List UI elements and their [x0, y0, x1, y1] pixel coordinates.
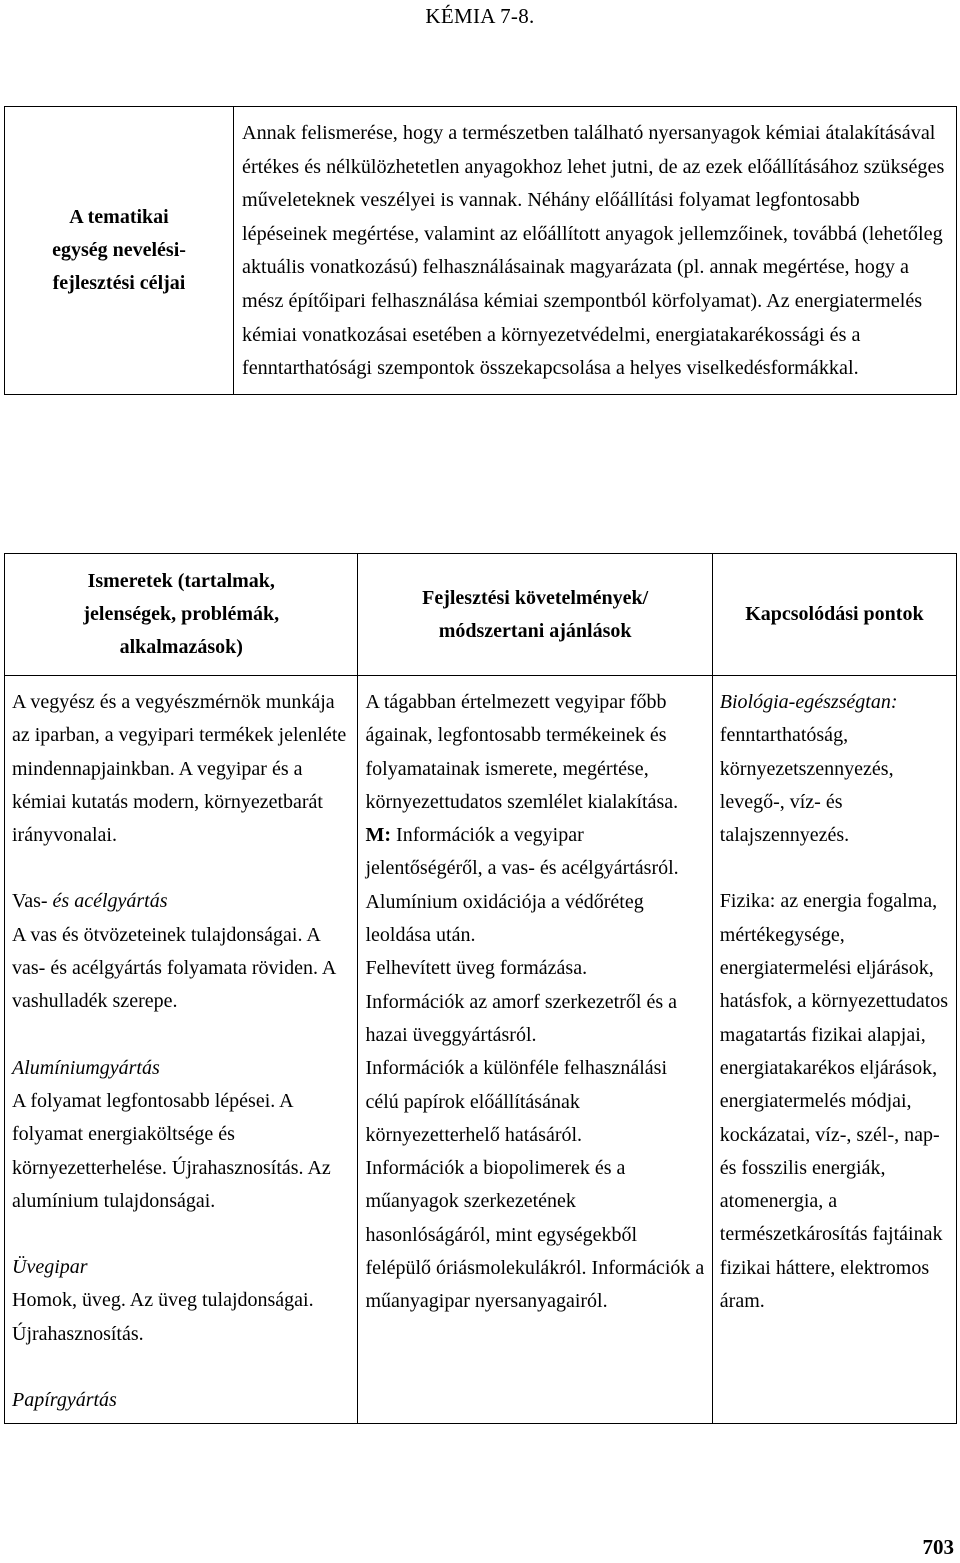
header-knowledge: Ismeretek (tartalmak, jelenségek, problémák, alkalmazások) [5, 554, 358, 676]
knowledge-cell [5, 676, 358, 1424]
requirements-p5: Információk a biopolimerek és a műanyagok szerkezetének hasonlóságáról, mint egységekből felépülő óriásmolekulákról. Információk a műanyagipar nyersanyagairól. [365, 1157, 705, 1313]
page-number: 703 [922, 1535, 954, 1559]
physics-text: Fizika: az energia fogalma, mértékegysége, energiatermelési eljárások, hatásfok, a környezettudatos magatartás fizikai alapjai, energiatakarékos eljárások, energiatermelés módjai, kockázatai, víz-, szél-, nap- és fosszilis energiák, atomenergia, a természetkárosítás fajtáinak fizikai háttere, elektromos áram. [719, 890, 949, 1313]
page-header: KÉMIA 7-8. [425, 4, 535, 28]
header-requirements: Fejlesztési követelmények/ módszertani ajánlások [358, 554, 712, 676]
goals-label: A tematikai egység nevelési- fejlesztési céljai [5, 107, 234, 395]
content-table [4, 553, 957, 1424]
biology-text: fenntarthatóság, környezetszennyezés, levegő-, víz- és talajszennyezés. [719, 724, 894, 847]
requirements-p2: Felhevített üveg formázása. [365, 957, 588, 980]
iron-text: A vas és ötvözeteinek tulajdonságai. A vas- és acélgyártás folyamata röviden. A vashulladék szerepe. [12, 923, 336, 1013]
goals-table [4, 106, 957, 395]
paper-title: Papírgyártás [12, 1389, 117, 1412]
requirements-cell [358, 676, 712, 1424]
requirements-p1: Alumínium oxidációja a védőréteg leoldása után. [365, 890, 644, 947]
methods-paragraph: M: Információk a vegyipar jelentőségéről, a vas- és acélgyártásról. [365, 824, 679, 880]
alu-text: A folyamat legfontosabb lépései. A folyamat energiaköltsége és környezetterhelése. Újrahasznosítás. Az alumínium tulajdonságai. [12, 1089, 331, 1212]
iron-title: Vas- és acélgyártás [12, 890, 168, 913]
requirements-p3: Információk az amorf szerkezetről és a hazai üveggyártásról. [365, 990, 677, 1046]
alu-title: Alumíniumgyártás [12, 1056, 160, 1079]
requirements-intro: A tágabban értelmezett vegyipar főbb ágainak, legfontosabb termékeinek és folyamatainak ismerete, megértése, környezettudatos szemlélet kialakítása. [365, 691, 679, 813]
requirements-p4: Információk a különféle felhasználási célú papírok előállításának környezetterhelő hatásáról. [365, 1057, 668, 1146]
biology-title: Biológia-egészségtan: [719, 691, 898, 713]
connections-cell [712, 676, 956, 1424]
header-connections: Kapcsolódási pontok [712, 554, 956, 676]
goals-text: Annak felismerése, hogy a természetben található nyersanyagok kémiai átalakításával értékes és nélkülözhetetlen anyagokhoz lehet jutni, de az ezek előállításához szükséges műveleteknek veszélyei is vannak. Néhány előállítási folyamat legfontosabb lépéseinek megértése, valamint az előállított anyagok jellemzőinek, továbbá (lehetőleg aktuális vonatkozású) felhasználásainak magyarázata (pl. annak megértése, hogy a mész építőipari felhasználása kémiai szempontból körfolyamat). Az energiatermelés kémiai vonatkozásai esetében a környezetvédelmi, energiatakarékossági és a fenntarthatósági szempontok összekapcsolása a helyes viselkedésformákkal. [234, 107, 957, 395]
knowledge-intro: A vegyész és a vegyészmérnök munkája az iparban, a vegyipari termékek jelenléte mindennapjainkban. A vegyipar és a kémiai kutatás modern, környezetbarát irányvonalai. [12, 691, 347, 847]
glass-title: Üvegipar [12, 1256, 88, 1279]
glass-text: Homok, üveg. Az üveg tulajdonságai. Újrahasznosítás. [12, 1289, 314, 1345]
